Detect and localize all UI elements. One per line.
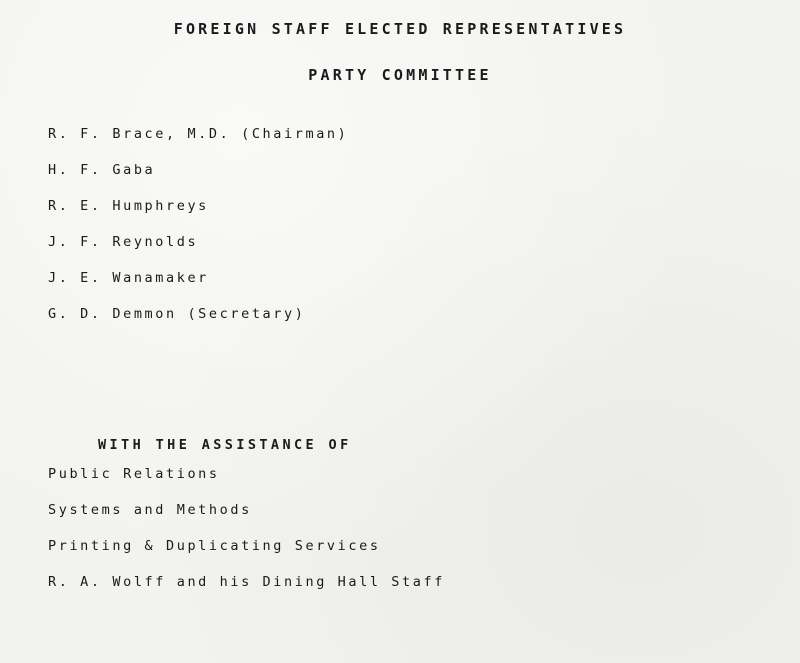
document-title: FOREIGN STAFF ELECTED REPRESENTATIVES	[173, 20, 627, 38]
document-subtitle: PARTY COMMITTEE	[308, 66, 492, 84]
assistance-item: Printing & Duplicating Services	[48, 538, 381, 554]
committee-member: G. D. Demmon (Secretary)	[48, 306, 306, 322]
assistance-heading: WITH THE ASSISTANCE OF	[98, 437, 352, 453]
committee-member: H. F. Gaba	[48, 162, 156, 178]
committee-member: J. E. Wanamaker	[48, 270, 209, 286]
assistance-item: Public Relations	[48, 466, 220, 482]
assistance-item: R. A. Wolff and his Dining Hall Staff	[48, 574, 445, 590]
assistance-item: Systems and Methods	[48, 502, 252, 518]
committee-list	[48, 126, 348, 342]
committee-member: R. F. Brace, M.D. (Chairman)	[48, 126, 349, 142]
committee-member: J. F. Reynolds	[48, 234, 199, 250]
assistance-list	[48, 466, 445, 610]
committee-member: R. E. Humphreys	[48, 198, 209, 214]
